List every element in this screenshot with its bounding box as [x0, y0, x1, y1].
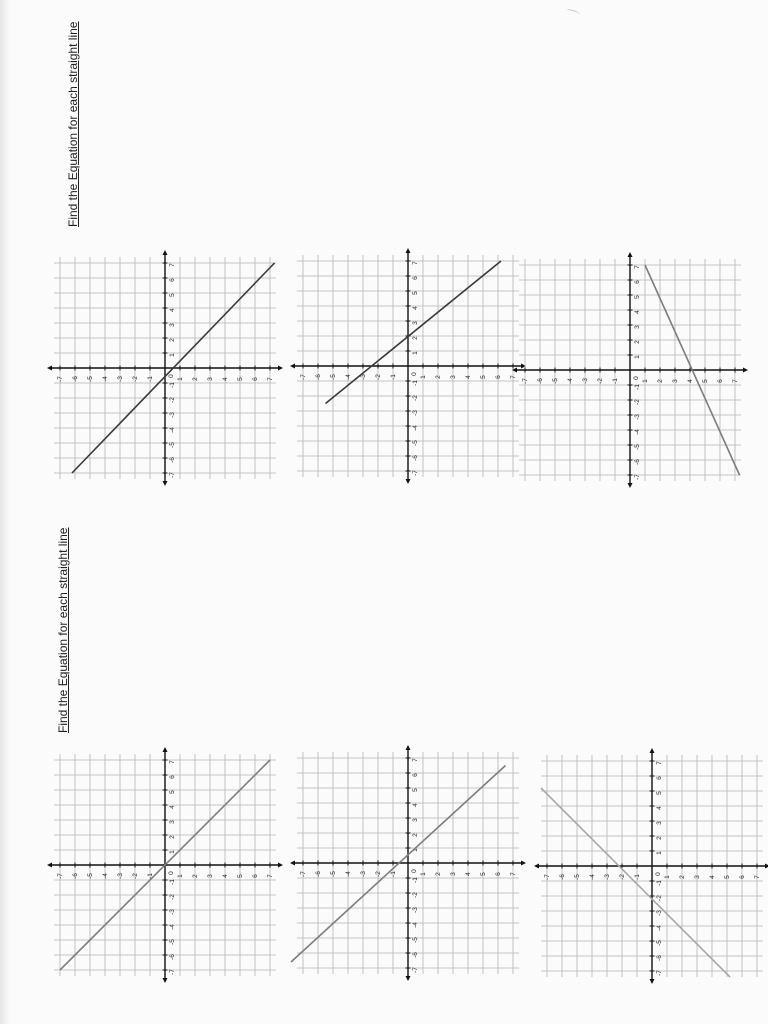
x-tick-label: 1	[169, 353, 176, 357]
axis-arrow-icon	[628, 252, 633, 257]
y-tick-label: -7	[544, 874, 551, 880]
y-tick-label: 7	[267, 377, 274, 381]
x-tick-label: 3	[412, 321, 419, 325]
x-tick-label: -4	[412, 922, 419, 928]
y-tick-label: -5	[330, 374, 337, 380]
x-tick-label: 1	[412, 351, 419, 355]
x-tick-label: -7	[169, 969, 176, 975]
y-tick-label: -2	[375, 374, 382, 380]
x-tick-label: 2	[412, 833, 419, 837]
coordinate-graph	[291, 746, 525, 980]
y-tick-label: -6	[559, 874, 566, 880]
x-tick-label: 4	[412, 803, 419, 807]
x-tick-label: 1	[656, 851, 663, 855]
x-tick-label: 7	[412, 758, 419, 762]
x-tick-label: -6	[412, 455, 419, 461]
x-tick-label: 4	[412, 306, 419, 310]
x-tick-label: -4	[412, 425, 419, 431]
y-tick-label: 1	[420, 375, 427, 379]
y-tick-label: -3	[117, 376, 124, 382]
x-tick-label: -3	[169, 412, 176, 418]
axis-arrow-icon	[290, 364, 295, 369]
x-tick-label: 3	[656, 821, 663, 825]
x-tick-label: -6	[634, 459, 641, 465]
y-tick-label: -5	[87, 376, 94, 382]
origin-label: 0	[168, 871, 175, 875]
y-tick-label: 6	[495, 375, 502, 379]
y-tick-label: -7	[522, 378, 529, 384]
y-tick-label: 5	[237, 377, 244, 381]
x-tick-label: 3	[412, 818, 419, 822]
plotted-line	[541, 788, 730, 977]
axis-arrow-icon	[628, 483, 633, 488]
x-tick-label: 5	[412, 788, 419, 792]
x-tick-label: -1	[412, 380, 419, 386]
x-tick-label: 4	[169, 805, 176, 809]
y-tick-label: -2	[132, 376, 139, 382]
x-tick-label: -2	[634, 399, 641, 405]
y-tick-label: 6	[739, 875, 746, 879]
y-tick-label: -1	[390, 871, 397, 877]
y-tick-label: 6	[495, 872, 502, 876]
scan-edge-shadow	[0, 0, 10, 1024]
x-tick-label: 4	[634, 310, 641, 314]
y-tick-label: 2	[192, 874, 199, 878]
axis-arrow-icon	[743, 368, 748, 373]
x-tick-label: -1	[412, 877, 419, 883]
x-tick-label: 7	[169, 263, 176, 267]
x-tick-label: 1	[412, 848, 419, 852]
y-tick-label: -6	[315, 871, 322, 877]
y-tick-label: -1	[634, 874, 641, 880]
y-tick-label: 7	[510, 375, 517, 379]
x-tick-label: 6	[412, 773, 419, 777]
plotted-line	[291, 766, 506, 963]
y-tick-label: -4	[567, 378, 574, 384]
y-tick-label: -3	[360, 871, 367, 877]
y-tick-label: 6	[252, 874, 259, 878]
y-tick-label: 5	[480, 375, 487, 379]
x-tick-label: 5	[656, 791, 663, 795]
x-tick-label: -2	[169, 894, 176, 900]
x-tick-label: 4	[169, 308, 176, 312]
axis-arrow-icon	[163, 747, 168, 752]
x-tick-label: 2	[169, 835, 176, 839]
axis-arrow-icon	[521, 861, 526, 866]
y-tick-label: -4	[102, 873, 109, 879]
y-tick-label: -3	[360, 374, 367, 380]
y-tick-label: -1	[147, 376, 154, 382]
origin-label: 0	[655, 872, 662, 876]
y-tick-label: -4	[589, 874, 596, 880]
x-tick-label: 6	[169, 775, 176, 779]
x-tick-label: -3	[634, 414, 641, 420]
axis-arrow-icon	[406, 479, 411, 484]
y-tick-label: 4	[709, 875, 716, 879]
y-tick-label: -4	[102, 376, 109, 382]
y-tick-label: 1	[177, 377, 184, 381]
x-tick-label: 7	[169, 760, 176, 764]
origin-label: 0	[633, 376, 640, 380]
y-tick-label: -2	[132, 873, 139, 879]
y-tick-label: -1	[390, 374, 397, 380]
coordinate-graph	[291, 249, 525, 483]
axis-arrow-icon	[163, 978, 168, 983]
axis-arrow-icon	[47, 863, 52, 868]
x-tick-label: 5	[169, 293, 176, 297]
axis-arrow-icon	[512, 368, 517, 373]
y-tick-label: 4	[465, 872, 472, 876]
x-tick-label: -6	[169, 954, 176, 960]
y-tick-label: 1	[642, 379, 649, 383]
y-tick-label: 6	[252, 377, 259, 381]
coordinate-graph	[513, 253, 747, 487]
coordinate-graph	[48, 748, 282, 982]
axis-arrow-icon	[534, 864, 539, 869]
x-tick-label: 5	[634, 295, 641, 299]
x-tick-label: -5	[169, 939, 176, 945]
origin-label: 0	[411, 372, 418, 376]
x-tick-label: 6	[634, 280, 641, 284]
x-tick-label: 6	[412, 276, 419, 280]
x-tick-label: -7	[634, 474, 641, 480]
x-tick-label: 2	[656, 836, 663, 840]
y-tick-label: 3	[672, 379, 679, 383]
y-tick-label: 5	[702, 379, 709, 383]
x-tick-label: -2	[412, 892, 419, 898]
origin-label: 0	[411, 869, 418, 873]
x-tick-label: 1	[634, 355, 641, 359]
y-tick-label: 7	[754, 875, 761, 879]
x-tick-label: -7	[169, 472, 176, 478]
x-tick-label: -1	[634, 384, 641, 390]
axis-arrow-icon	[278, 863, 283, 868]
y-tick-label: 5	[724, 875, 731, 879]
y-tick-label: 3	[694, 875, 701, 879]
axis-arrow-icon	[163, 250, 168, 255]
x-tick-label: 7	[656, 761, 663, 765]
y-tick-label: -4	[345, 374, 352, 380]
y-tick-label: -7	[57, 873, 64, 879]
y-tick-label: -2	[597, 378, 604, 384]
x-tick-label: -1	[169, 382, 176, 388]
axis-arrow-icon	[650, 748, 655, 753]
x-tick-label: -6	[169, 457, 176, 463]
x-tick-label: -7	[412, 967, 419, 973]
y-tick-label: 5	[480, 872, 487, 876]
y-tick-label: -4	[345, 871, 352, 877]
x-tick-label: -5	[412, 937, 419, 943]
x-tick-label: -7	[656, 970, 663, 976]
axis-arrow-icon	[406, 248, 411, 253]
y-tick-label: -3	[582, 378, 589, 384]
y-tick-label: 3	[450, 872, 457, 876]
x-tick-label: -6	[412, 952, 419, 958]
y-tick-label: -7	[300, 374, 307, 380]
y-tick-label: 3	[207, 874, 214, 878]
y-tick-label: -6	[72, 376, 79, 382]
x-tick-label: -3	[412, 410, 419, 416]
y-tick-label: 7	[732, 379, 739, 383]
coordinate-graph	[48, 251, 282, 485]
y-tick-label: -2	[375, 871, 382, 877]
y-tick-label: -5	[552, 378, 559, 384]
x-tick-label: -1	[656, 880, 663, 886]
worksheet-title-bottom: Find the Equation for each straight line	[56, 527, 70, 733]
y-tick-label: 1	[664, 875, 671, 879]
y-tick-label: 4	[465, 375, 472, 379]
y-tick-label: -1	[147, 873, 154, 879]
y-tick-label: 1	[420, 872, 427, 876]
x-tick-label: -2	[656, 895, 663, 901]
x-tick-label: -7	[412, 470, 419, 476]
y-tick-label: 2	[435, 872, 442, 876]
y-tick-label: 2	[192, 377, 199, 381]
y-tick-label: 1	[177, 874, 184, 878]
x-tick-label: -4	[169, 427, 176, 433]
y-tick-label: 2	[435, 375, 442, 379]
axis-arrow-icon	[47, 366, 52, 371]
y-tick-label: -5	[574, 874, 581, 880]
y-tick-label: -2	[619, 874, 626, 880]
y-tick-label: 3	[450, 375, 457, 379]
x-tick-label: -3	[656, 910, 663, 916]
y-tick-label: 7	[510, 872, 517, 876]
x-tick-label: -5	[656, 940, 663, 946]
y-tick-label: 2	[657, 379, 664, 383]
y-tick-label: -3	[117, 873, 124, 879]
y-tick-label: -1	[612, 378, 619, 384]
x-tick-label: 3	[634, 325, 641, 329]
x-tick-label: 6	[656, 776, 663, 780]
x-tick-label: 4	[656, 806, 663, 810]
x-tick-label: -3	[412, 907, 419, 913]
origin-label: 0	[168, 374, 175, 378]
x-tick-label: 3	[169, 820, 176, 824]
x-tick-label: -4	[169, 924, 176, 930]
x-tick-label: -5	[169, 442, 176, 448]
x-tick-label: -2	[412, 395, 419, 401]
axis-arrow-icon	[278, 366, 283, 371]
x-tick-label: -2	[169, 397, 176, 403]
x-tick-label: 7	[634, 265, 641, 269]
x-tick-label: -6	[656, 955, 663, 961]
scan-mark	[566, 8, 581, 17]
y-tick-label: -5	[87, 873, 94, 879]
y-tick-label: 5	[237, 874, 244, 878]
coordinate-graph	[535, 749, 768, 983]
y-tick-label: -7	[57, 376, 64, 382]
x-tick-label: 7	[412, 261, 419, 265]
y-tick-label: -7	[300, 871, 307, 877]
y-tick-label: -6	[537, 378, 544, 384]
x-tick-label: 2	[169, 338, 176, 342]
x-tick-label: 5	[412, 291, 419, 295]
x-tick-label: 1	[169, 850, 176, 854]
worksheet-title-top: Find the Equation for each straight line	[66, 21, 80, 227]
x-tick-label: -5	[634, 444, 641, 450]
y-tick-label: 2	[679, 875, 686, 879]
axis-arrow-icon	[290, 861, 295, 866]
x-tick-label: 5	[169, 790, 176, 794]
axis-arrow-icon	[406, 745, 411, 750]
y-tick-label: -5	[330, 871, 337, 877]
x-tick-label: 2	[412, 336, 419, 340]
x-tick-label: -4	[656, 925, 663, 931]
x-tick-label: -3	[169, 909, 176, 915]
axis-arrow-icon	[163, 481, 168, 486]
x-tick-label: 3	[169, 323, 176, 327]
x-tick-label: -5	[412, 440, 419, 446]
y-tick-label: 4	[222, 377, 229, 381]
y-tick-label: 4	[687, 379, 694, 383]
x-tick-label: 2	[634, 340, 641, 344]
axis-arrow-icon	[406, 976, 411, 981]
y-tick-label: 6	[717, 379, 724, 383]
x-tick-label: -1	[169, 879, 176, 885]
y-tick-label: -6	[72, 873, 79, 879]
y-tick-label: -3	[604, 874, 611, 880]
y-tick-label: 3	[207, 377, 214, 381]
x-tick-label: -4	[634, 429, 641, 435]
x-tick-label: 6	[169, 278, 176, 282]
y-tick-label: 7	[267, 874, 274, 878]
y-tick-label: 4	[222, 874, 229, 878]
axis-arrow-icon	[650, 979, 655, 984]
y-tick-label: -6	[315, 374, 322, 380]
